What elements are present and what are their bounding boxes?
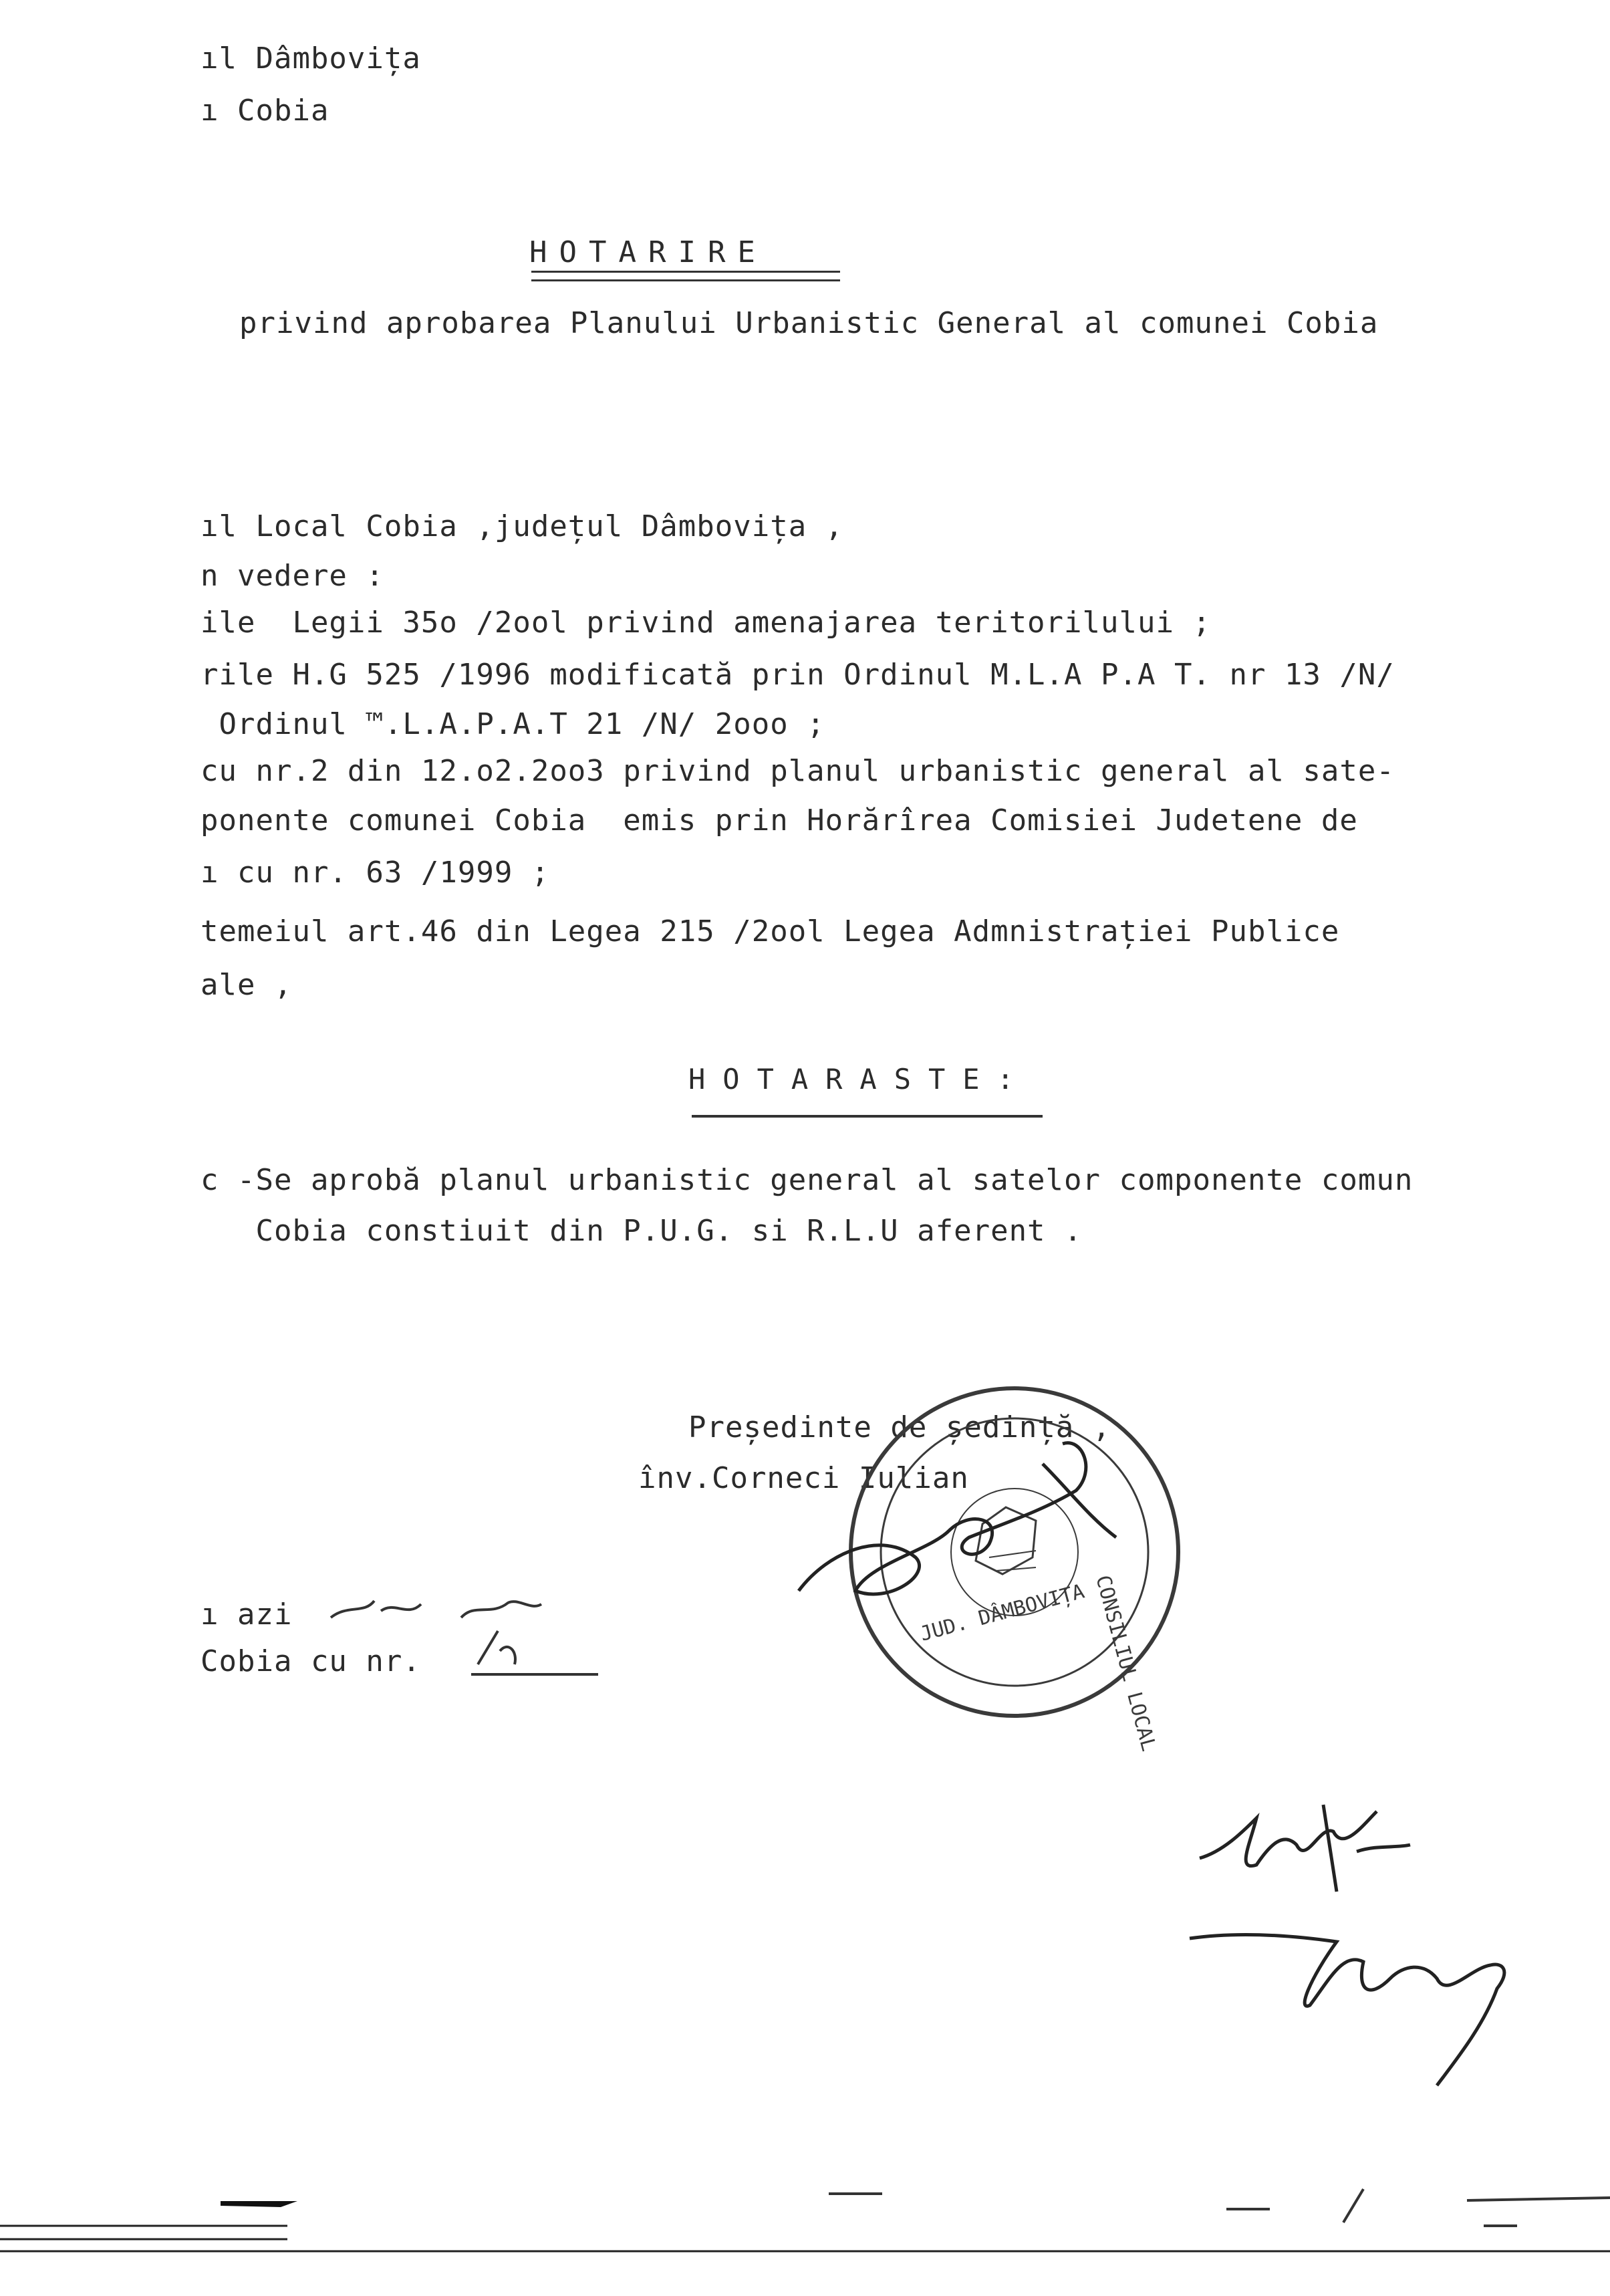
seal-text-bottom: JUD. DÂMBOVIȚA: [918, 1579, 1087, 1646]
endorsement-signature: [1190, 1935, 1504, 2085]
decision-heading: HOTARASTE:: [688, 1063, 1031, 1096]
bottom-mark: [221, 2201, 297, 2207]
bottom-dash: [829, 2189, 1610, 2226]
signature-name: înv.Corneci Iulian: [638, 1461, 969, 1495]
seal-text-top: CONSILIUL LOCAL: [1091, 1573, 1161, 1754]
preamble-line: ı cu nr. 63 /1999 ;: [200, 856, 550, 890]
document-subtitle: privind aprobarea Planului Urbanistic General al comunei Cobia: [239, 306, 1379, 340]
preamble-line: cu nr.2 din 12.o2.2oo3 privind planul urbanistic general al sate-: [200, 754, 1395, 788]
bottom-rule: [0, 2226, 1610, 2251]
county-line: ıl Dâmbovița: [200, 41, 421, 76]
preamble-line: rile H.G 525 /1996 modificată prin Ordinul M.L.A P.A T. nr 13 /N/: [200, 658, 1395, 692]
document-title: HOTARIRE: [529, 235, 767, 269]
registration-date-label: ı azi: [200, 1598, 293, 1632]
registration-number-label: Cobia cu nr.: [200, 1644, 421, 1678]
handwritten-date: [331, 1601, 541, 1618]
having-regard-line: n vedere :: [200, 559, 384, 593]
preamble-line: ponente comunei Cobia emis prin Horărîrea Comisiei Judetene de: [200, 803, 1358, 838]
legal-basis-line: temeiul art.46 din Legea 215 /2ool Legea Admnistrației Publice: [200, 914, 1340, 948]
council-line: ıl Local Cobia ,județul Dâmbovița ,: [200, 509, 844, 543]
handwritten-number: [478, 1631, 515, 1664]
preamble-line: Ordinul ™.L.A.P.A.T 21 /N/ 2ooo ;: [200, 707, 825, 741]
vizat-handwriting: [1200, 1805, 1410, 1892]
legal-basis-line: ale ,: [200, 968, 293, 1002]
signature-role: Președinte de ședință ,: [688, 1410, 1111, 1444]
article-line: c -Se aprobă planul urbanistic general al satelor componente comun: [200, 1163, 1414, 1197]
article-line: Cobia constiuit din P.U.G. si R.L.U aferent .: [200, 1214, 1083, 1248]
preamble-line: ile Legii 35o /2ool privind amenajarea teritorilului ;: [200, 606, 1211, 640]
commune-line: ı Cobia: [200, 94, 329, 128]
